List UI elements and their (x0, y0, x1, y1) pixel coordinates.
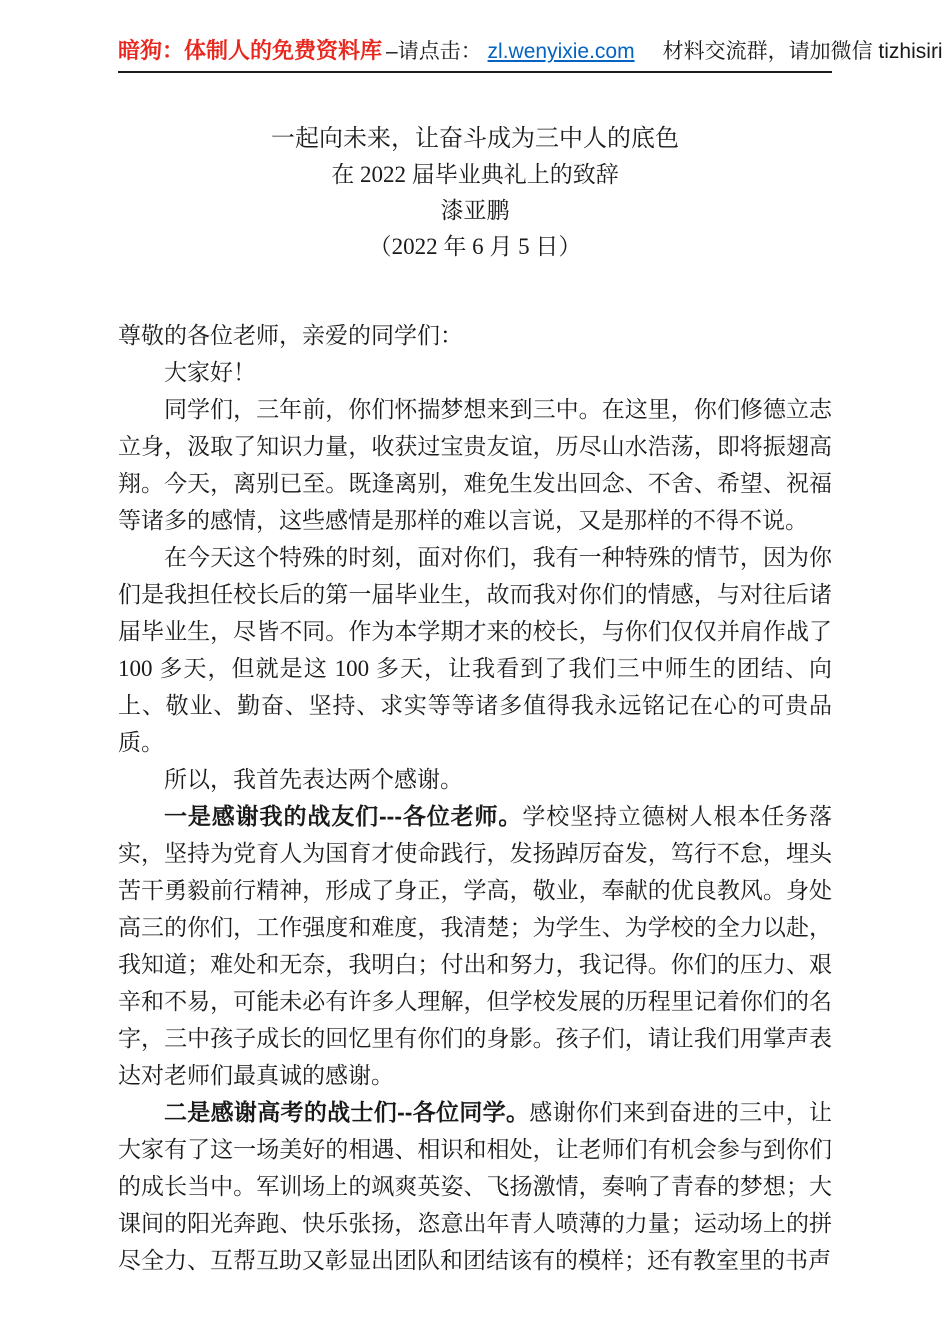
document-title: 一起向未来，让奋斗成为三中人的底色 (271, 126, 679, 152)
brand-label: 暗狗：体制人的免费资料库 (118, 38, 383, 63)
paragraph-text: 感谢你们来到奋进的三中，让大家有了这一场美好的相遇、相识和相处，让老师们有机会参与到你们的成长当中。军训场上的飒爽英姿、飞扬激情，奏响了青春的梦想；大课间的阳光奔跑、快乐张扬，恣意出年青人喷薄的力量；运动场上的拼尽全力、互帮互助又彰显出团队和团结该有的模样；还有教室里的书声 (118, 1100, 832, 1273)
document-subtitle: 在 2022 届毕业典礼上的致辞 (331, 162, 619, 187)
speech-body (118, 317, 832, 1279)
paragraph-lead: 二是感谢高考的战士们--各位同学。 (164, 1099, 530, 1125)
paragraph-thanks-students (118, 1094, 832, 1279)
paragraph-lead: 一是感谢我的战友们---各位老师。 (164, 803, 523, 829)
paragraph-special-moment (118, 539, 832, 761)
paragraph-text: 在今天这个特殊的时刻，面对你们，我有一种特殊的情节，因为你们是我担任校长后的第一届毕业生，故而我对你们的情感，与对往后诸届毕业生，尽皆不同。作为本学期才来的校长，与你们仅仅并肩作战了 100 多天，但就是这 100 多天，让我看到了我们三中师生的团结、向上、敬业、勤奋、坚持、求实等等诸多值得我永远铭记在心的可贵品质。 (118, 545, 832, 755)
click-prompt-label: –请点击： (386, 40, 482, 63)
salutation: 尊敬的各位老师，亲爱的同学们： (118, 323, 463, 348)
speech-date: （2022 年 6 月 5 日） (368, 234, 582, 259)
author-name: 漆亚鹏 (440, 198, 510, 223)
title-block (0, 121, 950, 265)
promo-link[interactable]: zl.wenyixie.com (487, 40, 635, 63)
paragraph-text: 所以，我首先表达两个感谢。 (164, 767, 463, 792)
paragraph-thanks-teachers (118, 798, 832, 1094)
paragraph-reminiscence (118, 391, 832, 539)
paragraph-text: 同学们，三年前，你们怀揣梦想来到三中。在这里，你们修德立志立身，汲取了知识力量，收获过宝贵友谊，历尽山水浩荡，即将振翅高翔。今天，离别已至。既逢离别，难免生发出回念、不舍、希望、祝福等诸多的感情，这些感情是那样的难以言说，又是那样的不得不说。 (118, 397, 832, 533)
paragraph-greeting (118, 354, 832, 391)
paragraph-text: 学校坚持立德树人根本任务落实，坚持为党育人为国育才使命践行，发扬踔厉奋发，笃行不怠，埋头苦干勇毅前行精神，形成了身正，学高，敬业，奉献的优良教风。身处高三的你们，工作强度和难度，我清楚；为学生、为学校的全力以赴，我知道；难处和无奈，我明白；付出和努力，我记得。你们的压力、艰辛和不易，可能未必有许多人理解，但学校发展的历程里记着你们的名字，三中孩子成长的回忆里有你们的身影。孩子们，请让我们用掌声表达对老师们最真诚的感谢。 (118, 804, 833, 1088)
contact-note: 材料交流群，请加微信 tizhisiri (662, 40, 943, 63)
promo-header (118, 0, 943, 73)
paragraph-two-thanks (118, 761, 832, 798)
paragraph-text: 大家好！ (164, 360, 256, 385)
